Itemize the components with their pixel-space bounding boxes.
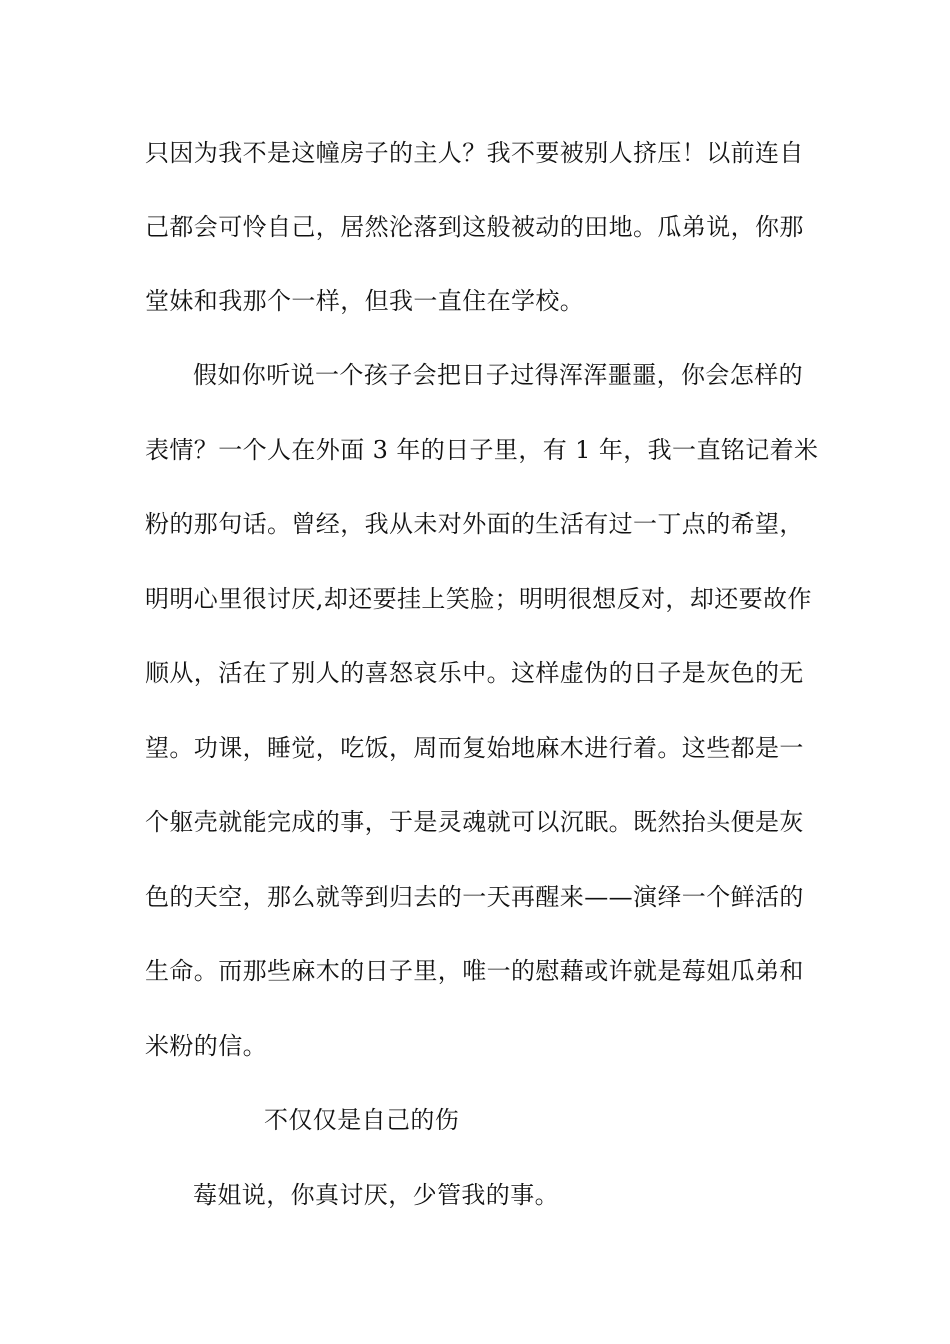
paragraph-line: 顺从，活在了别人的喜怒哀乐中。这样虚伪的日子是灰色的无 xyxy=(145,659,804,687)
paragraph-line: 明明心里很讨厌,却还要挂上笑脸；明明很想反对，却还要故作 xyxy=(145,585,812,613)
paragraph-line: 只因为我不是这幢房子的主人？我不要被别人挤压！以前连自 xyxy=(145,139,804,167)
paragraph-line: 假如你听说一个孩子会把日子过得浑浑噩噩，你会怎样的 xyxy=(193,361,803,389)
paragraph-line: 堂妹和我那个一样，但我一直住在学校。 xyxy=(145,287,585,315)
paragraph-line: 粉的那句话。曾经，我从未对外面的生活有过一丁点的希望， xyxy=(145,510,804,538)
paragraph-line: 生命。而那些麻木的日子里，唯一的慰藉或许就是莓姐瓜弟和 xyxy=(145,957,804,985)
paragraph-line: 个躯壳就能完成的事，于是灵魂就可以沉眠。既然抬头便是灰 xyxy=(145,808,804,836)
paragraph-line: 米粉的信。 xyxy=(145,1032,267,1060)
paragraph-line: 色的天空，那么就等到归去的一天再醒来——演绎一个鲜活的 xyxy=(145,883,804,911)
paragraph-line: 莓姐说，你真讨厌，少管我的事。 xyxy=(193,1181,559,1209)
section-heading: 不仅仅是自己的伤 xyxy=(264,1106,460,1134)
paragraph-line: 表情？一个人在外面 3 年的日子里，有 1 年，我一直铭记着米 xyxy=(145,436,819,464)
paragraph-line: 己都会可怜自己，居然沦落到这般被动的田地。瓜弟说，你那 xyxy=(145,213,804,241)
paragraph-line: 望。功课，睡觉，吃饭，周而复始地麻木进行着。这些都是一 xyxy=(145,734,804,762)
